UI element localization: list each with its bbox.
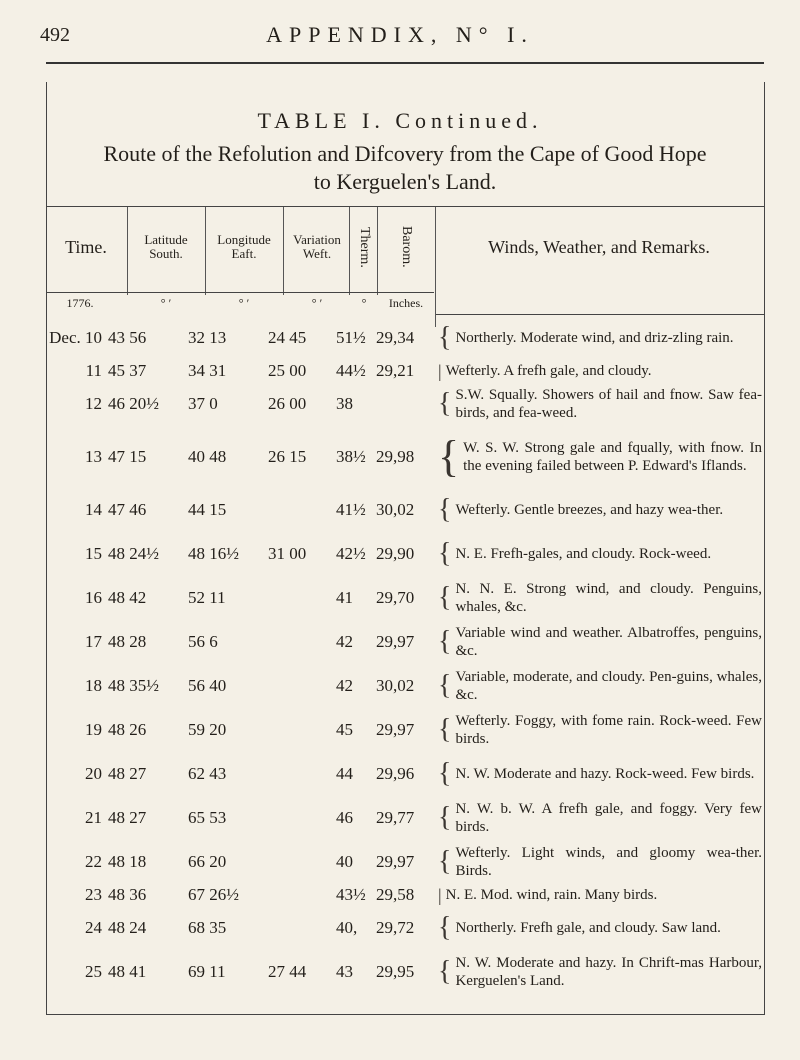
table-row xyxy=(46,842,764,882)
cell-barom: 29,96 xyxy=(376,764,415,783)
cell-barom: 29,90 xyxy=(376,544,415,563)
cell-latitude: 48 35½ xyxy=(108,676,159,695)
cell-variation: 24 45 xyxy=(268,328,307,347)
col-divider xyxy=(283,207,284,295)
subtitle-line-1: Route of the Refolution and Difcovery from the Cape of Good Hope xyxy=(103,141,707,166)
cell-barom: 29,98 xyxy=(376,447,415,466)
cell-variation xyxy=(268,798,334,838)
cell-variation: 27 44 xyxy=(268,962,307,981)
cell-date: 23 xyxy=(85,885,102,904)
cell-barom xyxy=(376,384,436,424)
cell-latitude: 48 27 xyxy=(108,808,147,827)
lat-units: ° ′ xyxy=(160,296,172,310)
cell-latitude: 45 37 xyxy=(108,361,147,380)
cell-date: 20 xyxy=(85,764,102,783)
table-row xyxy=(46,710,764,750)
cell-longitude: 48 16½ xyxy=(188,544,239,563)
cell-longitude: 32 13 xyxy=(188,328,227,347)
cell-date: 25 xyxy=(85,962,102,981)
cell-date: 22 xyxy=(85,852,102,871)
cell-variation: 26 15 xyxy=(268,447,307,466)
table-row xyxy=(46,884,764,906)
cell-barom: 30,02 xyxy=(376,500,415,519)
cell-longitude: 52 11 xyxy=(188,588,226,607)
cell-date: 13 xyxy=(85,447,102,466)
cell-date: 18 xyxy=(85,676,102,695)
cell-variation: 26 00 xyxy=(268,394,307,413)
brace-glyph: | xyxy=(438,885,442,905)
cell-therm: 44½ xyxy=(336,361,366,380)
cell-latitude: 47 46 xyxy=(108,500,147,519)
cell-date: Dec. 10 xyxy=(49,328,102,347)
cell-remarks xyxy=(438,490,762,530)
barom-units: Inches. xyxy=(388,296,424,310)
cell-remarks xyxy=(438,842,762,882)
cell-therm: 42 xyxy=(336,676,353,695)
cell-date: 12 xyxy=(85,394,102,413)
remarks-text: N. W. Moderate and hazy. In Chrift-mas Harbour, Kerguelen's Land. xyxy=(455,955,762,989)
cell-therm: 42½ xyxy=(336,544,366,563)
lon-units: ° ′ xyxy=(238,296,250,310)
cell-date: 15 xyxy=(85,544,102,563)
cell-remarks xyxy=(438,666,762,706)
cell-date: 24 xyxy=(85,918,102,937)
cell-variation xyxy=(268,908,334,948)
year-label: 1776. xyxy=(66,296,94,310)
brace-glyph: { xyxy=(438,758,452,789)
table-subtitle xyxy=(46,140,764,196)
therm-label: Therm. xyxy=(357,226,372,268)
cell-latitude: 48 27 xyxy=(108,764,147,783)
cell-date: 11 xyxy=(85,361,102,380)
remarks-text: Northerly. Frefh gale, and cloudy. Saw land. xyxy=(455,920,721,936)
cell-latitude: 48 28 xyxy=(108,632,147,651)
cell-therm: 44 xyxy=(336,764,353,783)
col-header-time: Time. xyxy=(65,237,107,257)
cell-remarks xyxy=(438,622,762,662)
cell-therm: 41½ xyxy=(336,500,366,519)
cell-longitude: 44 15 xyxy=(188,500,227,519)
cell-remarks xyxy=(438,534,762,574)
header-rule xyxy=(46,62,764,64)
col-header-longitude: Longitude Eaft. xyxy=(217,232,271,261)
brace-glyph: { xyxy=(438,714,452,745)
col-header-therm xyxy=(350,216,378,278)
cell-remarks xyxy=(438,952,762,992)
cell-date: 14 xyxy=(85,500,102,519)
cell-barom: 29,97 xyxy=(376,632,415,651)
remarks-text: Variable, moderate, and cloudy. Pen-guins, whales, &c. xyxy=(455,669,762,703)
cell-remarks xyxy=(438,798,762,838)
table-row xyxy=(46,360,764,382)
cell-remarks xyxy=(438,754,762,794)
cell-longitude: 34 31 xyxy=(188,361,227,380)
cell-remarks xyxy=(438,884,762,906)
cell-remarks xyxy=(438,428,762,486)
table-top-rule xyxy=(46,206,764,207)
cell-longitude: 68 35 xyxy=(188,918,227,937)
cell-remarks xyxy=(438,360,762,382)
cell-barom: 29,58 xyxy=(376,885,415,904)
cell-therm: 42 xyxy=(336,632,353,651)
table-row xyxy=(46,384,764,424)
brace-glyph: { xyxy=(438,432,460,481)
cell-latitude: 48 36 xyxy=(108,885,147,904)
cell-remarks xyxy=(438,908,762,948)
running-header: APPENDIX, N° I. xyxy=(266,22,534,47)
cell-remarks xyxy=(438,578,762,618)
cell-therm: 40 xyxy=(336,852,353,871)
remarks-header-rule xyxy=(436,314,764,315)
brace-glyph: { xyxy=(438,846,452,877)
cell-therm: 38 xyxy=(336,394,353,413)
cell-therm: 40, xyxy=(336,918,358,937)
cell-barom: 29,97 xyxy=(376,720,415,739)
cell-longitude: 69 11 xyxy=(188,962,226,981)
brace-glyph: { xyxy=(438,956,452,987)
table-row xyxy=(46,534,764,574)
cell-date: 21 xyxy=(85,808,102,827)
cell-therm: 41 xyxy=(336,588,353,607)
cell-variation xyxy=(268,842,334,882)
cell-latitude: 48 18 xyxy=(108,852,147,871)
col-divider xyxy=(127,207,128,295)
cell-variation: 25 00 xyxy=(268,361,307,380)
cell-latitude: 46 20½ xyxy=(108,394,159,413)
remarks-text: N. W. b. W. A frefh gale, and foggy. Very few birds. xyxy=(455,801,762,835)
cell-variation xyxy=(268,490,334,530)
brace-glyph: { xyxy=(438,322,452,353)
cell-date: 17 xyxy=(85,632,102,651)
brace-glyph: { xyxy=(438,670,452,701)
cell-longitude: 37 0 xyxy=(188,394,218,413)
col-header-remarks: Winds, Weather, and Remarks. xyxy=(488,237,710,257)
brace-glyph: { xyxy=(438,494,452,525)
table-row xyxy=(46,666,764,706)
table-row xyxy=(46,908,764,948)
cell-barom: 29,97 xyxy=(376,852,415,871)
cell-therm: 46 xyxy=(336,808,353,827)
remarks-text: N. W. Moderate and hazy. Rock-weed. Few birds. xyxy=(455,766,755,782)
col-divider xyxy=(205,207,206,295)
brace-glyph: { xyxy=(438,538,452,569)
table-row xyxy=(46,754,764,794)
cell-latitude: 48 42 xyxy=(108,588,147,607)
remarks-text: N. N. E. Strong wind, and cloudy. Penguins, whales, &c. xyxy=(455,581,762,615)
cell-latitude: 48 41 xyxy=(108,962,147,981)
cell-longitude: 66 20 xyxy=(188,852,227,871)
cell-therm: 45 xyxy=(336,720,353,739)
cell-therm: 51½ xyxy=(336,328,366,347)
table-row xyxy=(46,428,764,486)
table-title: TABLE I. Continued. xyxy=(257,108,543,133)
barom-label: Barom. xyxy=(399,226,414,268)
cell-variation xyxy=(268,666,334,706)
cell-barom: 29,70 xyxy=(376,588,415,607)
table-row xyxy=(46,952,764,992)
brace-glyph: { xyxy=(438,802,452,833)
cell-latitude: 43 56 xyxy=(108,328,147,347)
cell-barom: 30,02 xyxy=(376,676,415,695)
cell-barom: 29,21 xyxy=(376,361,415,380)
cell-latitude: 48 26 xyxy=(108,720,147,739)
cell-longitude: 40 48 xyxy=(188,447,227,466)
cell-longitude: 65 53 xyxy=(188,808,227,827)
brace-glyph: { xyxy=(438,912,452,943)
brace-glyph: | xyxy=(438,361,442,381)
brace-glyph: { xyxy=(438,626,452,657)
cell-latitude: 47 15 xyxy=(108,447,147,466)
cell-date: 19 xyxy=(85,720,102,739)
col-divider xyxy=(349,207,350,295)
brace-glyph: { xyxy=(438,388,452,419)
remarks-text: N. E. Mod. wind, rain. Many birds. xyxy=(445,887,658,903)
cell-barom: 29,95 xyxy=(376,962,415,981)
cell-therm: 38½ xyxy=(336,447,366,466)
cell-therm: 43½ xyxy=(336,885,366,904)
cell-remarks xyxy=(438,384,762,424)
remarks-text: Variable wind and weather. Albatroffes, penguins, &c. xyxy=(455,625,762,659)
cell-therm: 43 xyxy=(336,962,353,981)
table-row xyxy=(46,578,764,618)
subtitle-line-2: to Kerguelen's Land. xyxy=(313,169,497,194)
col-header-variation: Variation Weft. xyxy=(293,232,341,261)
cell-latitude: 48 24 xyxy=(108,918,147,937)
cell-variation xyxy=(268,622,334,662)
col-header-latitude: Latitude South. xyxy=(144,232,188,261)
cell-variation xyxy=(268,884,334,906)
remarks-text: Wefterly. A frefh gale, and cloudy. xyxy=(445,363,652,379)
remarks-text: Wefterly. Light winds, and gloomy wea-ther. Birds. xyxy=(455,845,762,879)
cell-variation xyxy=(268,578,334,618)
header-bottom-rule xyxy=(46,292,434,293)
cell-remarks xyxy=(438,318,762,358)
col-divider xyxy=(435,207,436,327)
cell-barom: 29,72 xyxy=(376,918,415,937)
brace-glyph: { xyxy=(438,582,452,613)
cell-latitude: 48 24½ xyxy=(108,544,159,563)
table-row xyxy=(46,798,764,838)
therm-units: ° xyxy=(361,296,367,310)
cell-longitude: 62 43 xyxy=(188,764,227,783)
page-number: 492 xyxy=(40,24,70,46)
cell-date: 16 xyxy=(85,588,102,607)
cell-variation: 31 00 xyxy=(268,544,307,563)
table-row xyxy=(46,490,764,530)
cell-longitude: 67 26½ xyxy=(188,885,239,904)
cell-longitude: 59 20 xyxy=(188,720,227,739)
col-header-barom xyxy=(378,216,434,278)
cell-longitude: 56 40 xyxy=(188,676,227,695)
cell-longitude: 56 6 xyxy=(188,632,218,651)
cell-barom: 29,77 xyxy=(376,808,415,827)
remarks-text: Wefterly. Foggy, with fome rain. Rock-weed. Few birds. xyxy=(455,713,762,747)
col-divider xyxy=(377,207,378,295)
table-row xyxy=(46,318,764,358)
remarks-text: W. S. W. Strong gale and fqually, with fnow. In the evening failed between P. Edward's Iflands. xyxy=(463,440,762,474)
remarks-text: Wefterly. Gentle breezes, and hazy wea-ther. xyxy=(455,502,724,518)
remarks-text: Northerly. Moderate wind, and driz-zling rain. xyxy=(455,330,734,346)
cell-remarks xyxy=(438,710,762,750)
cell-variation xyxy=(268,710,334,750)
cell-variation xyxy=(268,754,334,794)
remarks-text: S.W. Squally. Showers of hail and fnow. Saw fea-birds, and fea-weed. xyxy=(455,387,762,421)
var-units: ° ′ xyxy=(311,296,323,310)
table-row xyxy=(46,622,764,662)
cell-barom: 29,34 xyxy=(376,328,415,347)
remarks-text: N. E. Frefh-gales, and cloudy. Rock-weed. xyxy=(455,546,712,562)
